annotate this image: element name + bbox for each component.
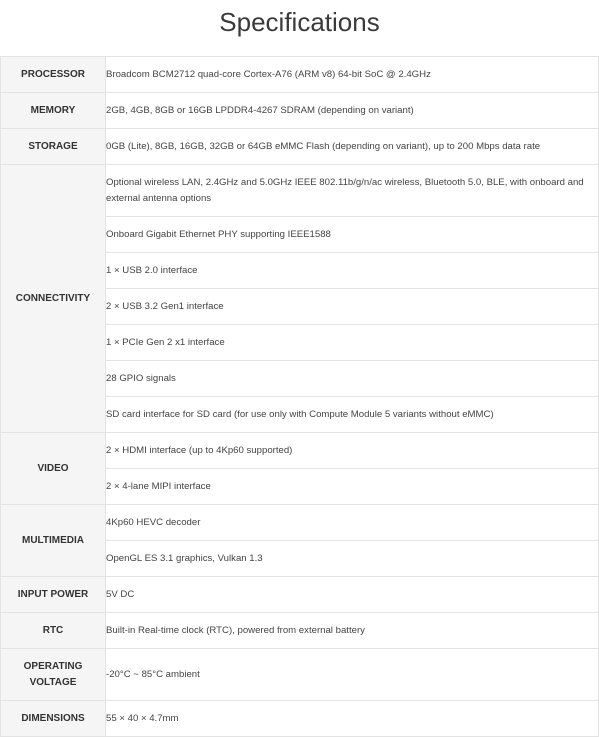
table-row	[1, 649, 599, 701]
row-value: Optional wireless LAN, 2.4GHz and 5.0GHz IEEE 802.11b/g/n/ac wireless, Bluetooth 5.0, BLE, with onboard and external antenna options	[106, 165, 599, 217]
table-row	[1, 505, 599, 541]
row-value: 5V DC	[106, 577, 599, 613]
row-value: 2 × USB 3.2 Gen1 interface	[106, 289, 599, 325]
row-value: 55 × 40 × 4.7mm	[106, 701, 599, 737]
table-row	[1, 701, 599, 737]
row-value: 4Kp60 HEVC decoder	[106, 505, 599, 541]
row-label: PROCESSOR	[1, 57, 106, 93]
row-label: VIDEO	[1, 433, 106, 505]
row-label: STORAGE	[1, 129, 106, 165]
row-label: CONNECTIVITY	[1, 165, 106, 433]
row-label: MEMORY	[1, 93, 106, 129]
row-value: Built-in Real-time clock (RTC), powered from external battery	[106, 613, 599, 649]
spec-table	[0, 56, 599, 737]
page-title: Specifications	[219, 7, 380, 37]
table-row	[1, 129, 599, 165]
table-row	[1, 433, 599, 469]
row-value: 0GB (Lite), 8GB, 16GB, 32GB or 64GB eMMC Flash (depending on variant), up to 200 Mbps data rate	[106, 129, 599, 165]
row-value: 1 × PCIe Gen 2 x1 interface	[106, 325, 599, 361]
table-row	[1, 57, 599, 93]
row-value: Broadcom BCM2712 quad-core Cortex-A76 (ARM v8) 64-bit SoC @ 2.4GHz	[106, 57, 599, 93]
row-label: DIMENSIONS	[1, 701, 106, 737]
table-row	[1, 577, 599, 613]
row-label: INPUT POWER	[1, 577, 106, 613]
row-value: Onboard Gigabit Ethernet PHY supporting IEEE1588	[106, 217, 599, 253]
row-value: SD card interface for SD card (for use only with Compute Module 5 variants without eMMC)	[106, 397, 599, 433]
row-label: MULTIMEDIA	[1, 505, 106, 577]
row-value: 28 GPIO signals	[106, 361, 599, 397]
row-value: 2GB, 4GB, 8GB or 16GB LPDDR4-4267 SDRAM (depending on variant)	[106, 93, 599, 129]
row-label: OPERATING VOLTAGE	[1, 649, 106, 701]
table-row	[1, 93, 599, 129]
row-value: 1 × USB 2.0 interface	[106, 253, 599, 289]
row-value: OpenGL ES 3.1 graphics, Vulkan 1.3	[106, 541, 599, 577]
table-row	[1, 165, 599, 217]
row-value: 2 × 4-lane MIPI interface	[106, 469, 599, 505]
row-value: 2 × HDMI interface (up to 4Kp60 supported)	[106, 433, 599, 469]
table-row	[1, 613, 599, 649]
row-label: RTC	[1, 613, 106, 649]
row-value: -20°C ~ 85°C ambient	[106, 649, 599, 701]
